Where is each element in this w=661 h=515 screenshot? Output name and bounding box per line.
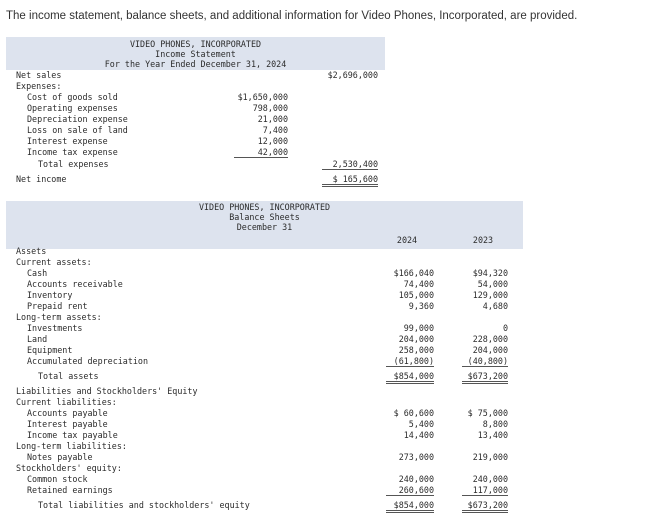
expense-value: 21,000 <box>257 114 288 124</box>
liability-2023: $ 75,000 <box>467 408 508 418</box>
asset-label: Prepaid rent <box>27 301 88 311</box>
notes-payable-label: Notes payable <box>27 452 93 462</box>
net-sales-value: $2,696,000 <box>327 70 378 80</box>
total-expenses-label: Total expenses <box>38 159 109 169</box>
net-income-label: Net income <box>16 174 67 184</box>
asset-2024: 105,000 <box>398 290 434 300</box>
balance-date: December 31 <box>236 222 293 232</box>
intro-text: The income statement, balance sheets, and additional information for Video Phones, Incorporated, are provided. <box>6 10 578 22</box>
common-stock-2023: 240,000 <box>472 474 508 484</box>
current-liab-label: Current liabilities: <box>16 397 117 407</box>
asset-2023: 0 <box>502 323 508 333</box>
total-assets-label: Total assets <box>38 371 99 381</box>
common-stock-2024: 240,000 <box>398 474 434 484</box>
net-income-value: $ 165,600 <box>322 174 378 187</box>
liability-2023: 8,800 <box>482 419 508 429</box>
liability-label: Accounts payable <box>27 408 108 418</box>
total-expenses-value: 2,530,400 <box>322 159 378 170</box>
total-liab-equity-2023: $673,200 <box>462 500 508 513</box>
asset-2023: 228,000 <box>472 334 508 344</box>
asset-2023: 54,000 <box>477 279 508 289</box>
asset-2024: $166,040 <box>393 268 434 278</box>
liability-2024: $ 60,600 <box>393 408 434 418</box>
asset-2023: 4,680 <box>482 301 508 311</box>
balance-title: Balance Sheets <box>229 212 300 222</box>
liability-label: Income tax payable <box>27 430 118 440</box>
expense-value: 7,400 <box>262 125 288 135</box>
expense-value: $1,650,000 <box>237 92 288 102</box>
expense-label: Cost of goods sold <box>27 92 118 102</box>
asset-2024: 74,400 <box>403 279 434 289</box>
current-assets-label: Current assets: <box>16 257 92 267</box>
asset-2024: 258,000 <box>398 345 434 355</box>
common-stock-label: Common stock <box>27 474 88 484</box>
total-liab-equity-label: Total liabilities and stockholders' equity <box>38 500 250 510</box>
expenses-label: Expenses: <box>16 81 62 91</box>
asset-2023: 204,000 <box>472 345 508 355</box>
expense-label: Loss on sale of land <box>27 125 128 135</box>
col-header-2023: 2023 <box>472 235 494 245</box>
expense-value: 798,000 <box>252 103 288 113</box>
asset-2023: $94,320 <box>472 268 508 278</box>
notes-payable-2024: 273,000 <box>398 452 434 462</box>
expense-label: Interest expense <box>27 136 108 146</box>
net-sales-label: Net sales <box>16 70 62 80</box>
total-liab-equity-2024: $854,000 <box>386 500 434 513</box>
asset-label: Land <box>27 334 48 344</box>
expense-value: 42,000 <box>234 147 288 158</box>
long-term-liab-label: Long-term liabilities: <box>16 441 127 451</box>
liability-2024: 14,400 <box>403 430 434 440</box>
asset-2023: (40,800) <box>462 356 508 367</box>
retained-earnings-2024: 260,600 <box>386 485 434 496</box>
expense-label: Depreciation expense <box>27 114 128 124</box>
income-title: Income Statement <box>155 49 236 59</box>
asset-2024: (61,800) <box>386 356 434 367</box>
liability-2023: 13,400 <box>477 430 508 440</box>
asset-2024: 9,360 <box>408 301 434 311</box>
expense-value: 12,000 <box>257 136 288 146</box>
total-assets-2024: $854,000 <box>386 371 434 384</box>
asset-label: Accounts receivable <box>27 279 123 289</box>
asset-label: Cash <box>27 268 48 278</box>
liab-equity-label: Liabilities and Stockholders' Equity <box>16 386 198 396</box>
asset-label: Accumulated depreciation <box>27 356 149 366</box>
asset-label: Equipment <box>27 345 73 355</box>
asset-label: Investments <box>27 323 83 333</box>
income-company: VIDEO PHONES, INCORPORATED <box>129 39 262 49</box>
col-header-2024: 2024 <box>396 235 418 245</box>
total-assets-2023: $673,200 <box>462 371 508 384</box>
notes-payable-2023: 219,000 <box>472 452 508 462</box>
liability-label: Interest payable <box>27 419 108 429</box>
equity-label: Stockholders' equity: <box>16 463 122 473</box>
retained-earnings-2023: 117,000 <box>462 485 508 496</box>
assets-label: Assets <box>16 246 47 256</box>
long-term-assets-label: Long-term assets: <box>16 312 102 322</box>
expense-label: Income tax expense <box>27 147 118 157</box>
income-period: For the Year Ended December 31, 2024 <box>104 59 287 69</box>
asset-label: Inventory <box>27 290 73 300</box>
expense-label: Operating expenses <box>27 103 118 113</box>
asset-2024: 204,000 <box>398 334 434 344</box>
asset-2024: 99,000 <box>403 323 434 333</box>
balance-company: VIDEO PHONES, INCORPORATED <box>198 202 331 212</box>
retained-earnings-label: Retained earnings <box>27 485 113 495</box>
liability-2024: 5,400 <box>408 419 434 429</box>
asset-2023: 129,000 <box>472 290 508 300</box>
